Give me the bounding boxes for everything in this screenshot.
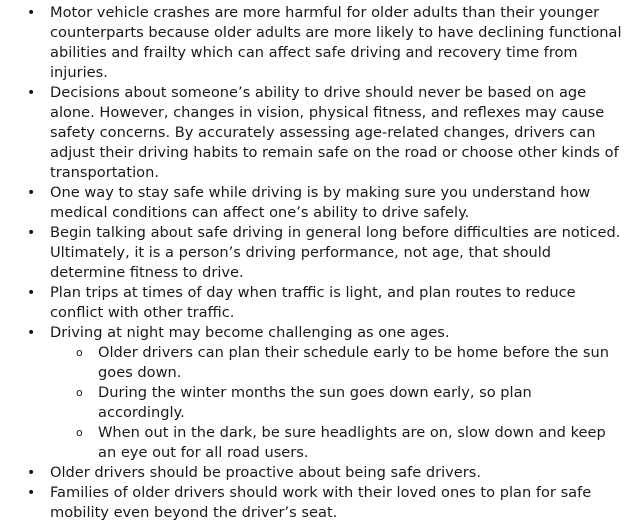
list-item-text: Motor vehicle crashes are more harmful for older adults than their younger counterparts because older adults are more likely to have declining functional abilities and frailty which can affect safe driving and recovery time from injuries. [50, 4, 622, 81]
sub-list-item-text: Older drivers can plan their schedule early to be home before the sun goes down. [98, 344, 610, 381]
sub-bullet-list [50, 343, 624, 463]
list-item [0, 463, 638, 483]
bullet-marker: • [27, 85, 36, 101]
bullet-list [0, 3, 638, 523]
list-item-text: Driving at night may become challenging as one ages. [50, 324, 450, 341]
list-item-text: Decisions about someone’s ability to drive should never be based on age alone. However, changes in vision, physical fitness, and reflexes may cause safety concerns. By accurately assessing age-related changes, drivers can adjust their driving habits to remain safe on the road or choose other kinds of transportation. [50, 84, 619, 181]
sub-bullet-marker: o [76, 386, 83, 399]
bullet-marker: • [27, 285, 36, 301]
sub-list-item [50, 383, 624, 423]
sub-list-item-text: During the winter months the sun goes down early, so plan accordingly. [98, 384, 532, 421]
list-item [0, 83, 638, 183]
list-item-text: Families of older drivers should work with their loved ones to plan for safe mobility even beyond the driver’s seat. [50, 484, 592, 521]
list-item-text: Older drivers should be proactive about being safe drivers. [50, 464, 482, 481]
sub-bullet-marker: o [76, 426, 83, 439]
list-item [0, 3, 638, 83]
bullet-marker: • [27, 465, 36, 481]
list-item-text: Plan trips at times of day when traffic is light, and plan routes to reduce conflict with other traffic. [50, 284, 576, 321]
list-item-text: One way to stay safe while driving is by making sure you understand how medical conditions can affect one’s ability to drive safely. [50, 184, 591, 221]
list-item [0, 283, 638, 323]
sub-list-item-text: When out in the dark, be sure headlights are on, slow down and keep an eye out for all road users. [98, 424, 606, 461]
sub-bullet-marker: o [76, 346, 83, 359]
list-item [0, 223, 638, 283]
sub-list-item [50, 423, 624, 463]
bullet-marker: • [27, 185, 36, 201]
bullet-marker: • [27, 485, 36, 501]
list-item-text: Begin talking about safe driving in general long before difficulties are noticed. Ultimately, it is a person’s driving performance, not age, that should determine fitness to drive. [50, 224, 621, 281]
bullet-marker: • [27, 5, 36, 21]
list-item [0, 183, 638, 223]
list-item [0, 483, 638, 523]
bullet-marker: • [27, 325, 36, 341]
bullet-marker: • [27, 225, 36, 241]
list-item-night-driving [0, 323, 638, 463]
sub-list-item [50, 343, 624, 383]
